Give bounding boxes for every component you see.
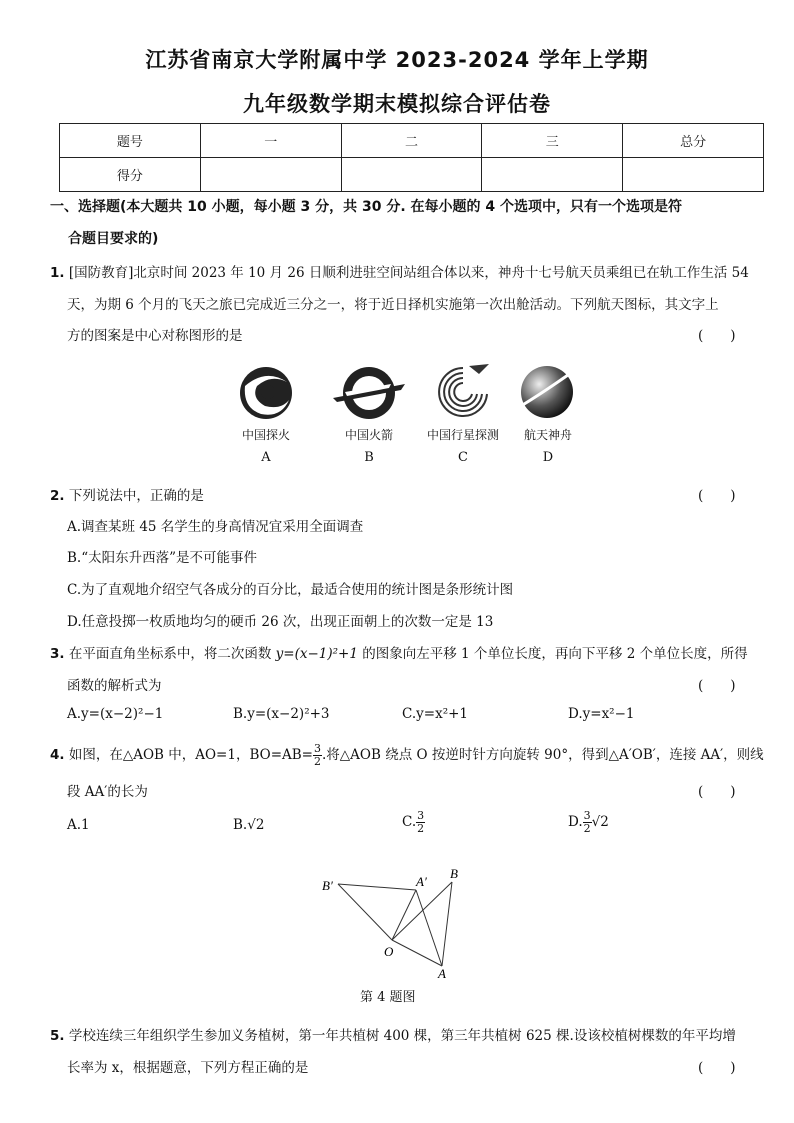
score-cell: 二 bbox=[341, 124, 482, 158]
option-d[interactable]: D.y=x²−1 bbox=[568, 706, 635, 722]
icon-caption: 中国探火 bbox=[241, 428, 290, 442]
option-letter[interactable]: A bbox=[261, 450, 271, 465]
option-prefix: C. bbox=[402, 814, 417, 830]
question-1-line1 bbox=[50, 261, 749, 281]
option-c[interactable]: C.为了直观地介绍空气各成分的百分比，最适合使用的统计图是条形统计图 bbox=[67, 582, 514, 598]
fraction-denominator: 2 bbox=[417, 822, 425, 835]
option-a[interactable]: A.y=(x−2)²−1 bbox=[67, 706, 164, 722]
score-input-cell[interactable] bbox=[200, 158, 341, 192]
label-a: A bbox=[438, 966, 446, 981]
answer-parenthesis[interactable]: ( ) bbox=[698, 678, 736, 694]
question-text: 学校连续三年组织学生参加义务植树，第一年共植树 400 棵，第三年共植树 625 棵.设该校植树棵数的年平均增 bbox=[68, 1028, 736, 1044]
fraction-denominator: 2 bbox=[583, 822, 591, 835]
score-cell: 一 bbox=[200, 124, 341, 158]
option-c[interactable] bbox=[402, 810, 425, 835]
option-b[interactable]: B.“太阳东升西落”是不可能事件 bbox=[67, 550, 258, 566]
shenzhou-logo-icon bbox=[517, 362, 577, 422]
mars-exploration-logo-icon bbox=[235, 364, 297, 422]
question-number: 5. bbox=[50, 1028, 65, 1044]
option-b[interactable]: B.y=(x−2)²+3 bbox=[233, 706, 330, 722]
q4-geometry-figure bbox=[318, 866, 468, 982]
option-a[interactable]: A.调查某班 45 名学生的身高情况宜采用全面调查 bbox=[67, 519, 364, 535]
fraction bbox=[313, 743, 322, 768]
question-5-line1 bbox=[50, 1024, 736, 1044]
question-3-line1 bbox=[50, 642, 748, 662]
option-prefix: D. bbox=[568, 814, 583, 830]
question-2-stem bbox=[50, 484, 204, 504]
option-d[interactable] bbox=[568, 810, 609, 835]
question-5-line2: 长率为 x，根据题意，下列方程正确的是 bbox=[67, 1060, 309, 1076]
question-text: .将△AOB 绕点 O 按逆时针方向旋转 90°，得到△A′OB′，连接 AA′，则线 bbox=[322, 747, 764, 763]
score-table bbox=[59, 123, 764, 192]
question-text: 在平面直角坐标系中，将二次函数 bbox=[68, 646, 276, 662]
planet-probe-logo-icon bbox=[433, 362, 493, 422]
fraction-numerator: 3 bbox=[583, 809, 591, 822]
option-b[interactable]: B.√2 bbox=[233, 817, 265, 833]
question-text: 的图象向左平移 1 个单位长度，再向下平移 2 个单位长度，所得 bbox=[357, 646, 748, 662]
question-number: 1. bbox=[50, 265, 65, 281]
answer-parenthesis[interactable]: ( ) bbox=[698, 784, 736, 800]
option-letter[interactable]: B bbox=[364, 450, 374, 465]
score-input-cell[interactable] bbox=[482, 158, 623, 192]
question-number: 4. bbox=[50, 747, 65, 763]
score-cell: 三 bbox=[482, 124, 623, 158]
option-letter[interactable]: C bbox=[458, 450, 468, 465]
score-table-header-row bbox=[60, 124, 764, 158]
section-heading-cont: 合题目要求的) bbox=[68, 231, 159, 247]
option-c[interactable]: C.y=x²+1 bbox=[402, 706, 469, 722]
question-number: 3. bbox=[50, 646, 65, 662]
question-4-line2: 段 AA′的长为 bbox=[67, 784, 148, 800]
question-4-line1 bbox=[50, 743, 764, 768]
fraction bbox=[583, 810, 592, 835]
option-d[interactable]: D.任意投掷一枚质地均匀的硬币 26 次，出现正面朝上的次数一定是 13 bbox=[67, 614, 494, 630]
question-number: 2. bbox=[50, 488, 65, 504]
score-table-score-row bbox=[60, 158, 764, 192]
exam-title-line1: 江苏省南京大学附属中学 2023-2024 学年上学期 bbox=[145, 48, 649, 72]
section-heading: 一、选择题(本大题共 10 小题，每小题 3 分，共 30 分. 在每小题的 4 个选项中，只有一个选项是符 bbox=[50, 199, 683, 215]
fraction-denominator: 2 bbox=[314, 755, 321, 768]
question-text: 下列说法中，正确的是 bbox=[68, 488, 204, 504]
sqrt-term: √2 bbox=[591, 814, 609, 830]
question-1-line2: 天，为期 6 个月的飞天之旅已完成近三分之一，将于近日择机实施第一次出舱活动。下列航天图标，其文字上 bbox=[67, 297, 719, 313]
score-input-cell[interactable] bbox=[623, 158, 764, 192]
figure-caption: 第 4 题图 bbox=[360, 990, 416, 1005]
score-cell: 总分 bbox=[623, 124, 764, 158]
question-text: [国防教育]北京时间 2023 年 10 月 26 日顺利进驻空间站组合体以来，神舟十七号航天员乘组已在轨工作生活 54 bbox=[68, 265, 749, 281]
option-letter[interactable]: D bbox=[542, 450, 554, 465]
question-text: 如图，在△AOB 中，AO=1，BO=AB= bbox=[68, 747, 313, 763]
answer-parenthesis[interactable]: ( ) bbox=[698, 328, 736, 344]
label-o: O bbox=[384, 944, 394, 959]
answer-parenthesis[interactable]: ( ) bbox=[698, 1060, 736, 1076]
icon-caption: 中国火箭 bbox=[344, 428, 393, 442]
answer-parenthesis[interactable]: ( ) bbox=[698, 488, 736, 504]
question-3-line2: 函数的解析式为 bbox=[67, 678, 162, 694]
fraction bbox=[416, 810, 425, 835]
score-input-cell[interactable] bbox=[341, 158, 482, 192]
fraction-numerator: 3 bbox=[417, 809, 425, 822]
label-b: B bbox=[450, 866, 458, 881]
fraction-numerator: 3 bbox=[314, 742, 321, 755]
question-1-line3: 方的图案是中心对称图形的是 bbox=[67, 328, 243, 344]
score-cell: 题号 bbox=[60, 124, 201, 158]
icon-caption: 航天神舟 bbox=[523, 428, 572, 442]
rocket-logo-icon bbox=[331, 364, 407, 422]
score-cell: 得分 bbox=[60, 158, 201, 192]
label-b-prime: B′ bbox=[322, 878, 333, 893]
label-a-prime: A′ bbox=[416, 874, 427, 889]
icon-caption: 中国行星探测 bbox=[426, 428, 499, 442]
function-expression: y=(x−1)²+1 bbox=[275, 646, 358, 662]
option-a[interactable]: A.1 bbox=[67, 817, 90, 833]
exam-title-line2: 九年级数学期末模拟综合评估卷 bbox=[243, 92, 551, 116]
